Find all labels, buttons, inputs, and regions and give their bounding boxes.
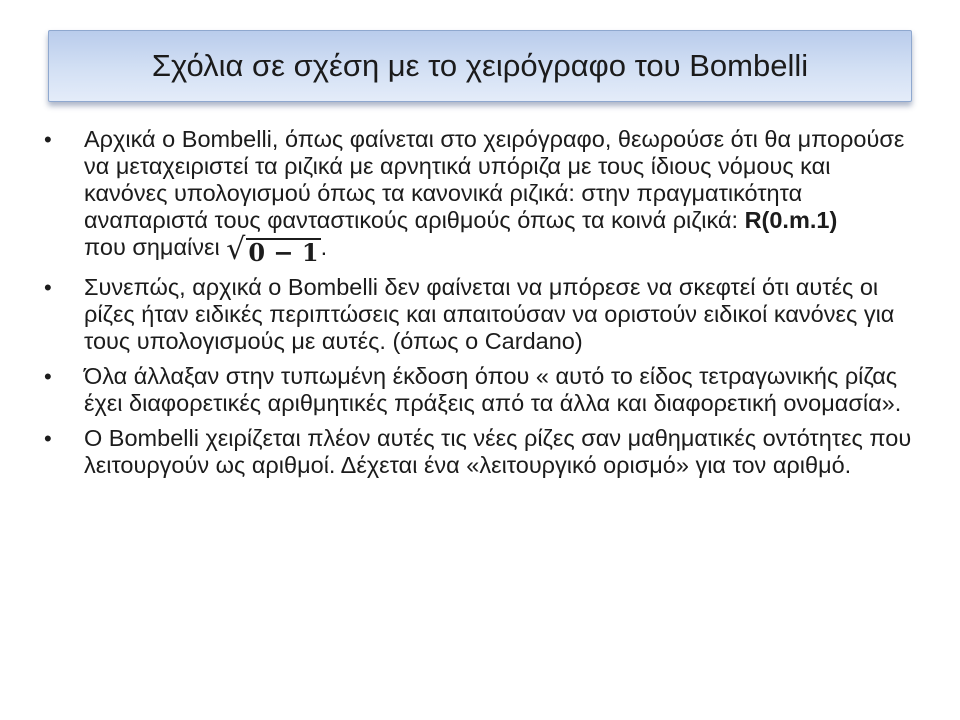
bullet-1-text: Αρχικά ο Bombelli, όπως φαίνεται στο χειρόγραφο, θεωρούσε ότι θα μπορούσε να μεταχειριστεί τα ριζικά με αρνητικά υπόριζα με τους ίδιους νόμους και κανόνες υπολογισμού όπως τα κανονικά ριζικά: στην πραγματικότητα αναπαριστά τους φανταστικούς αριθμούς όπως τα κοινά ριζικά: <box>84 126 905 233</box>
bullet-item-4 <box>40 425 920 479</box>
radical-sign-icon: √ <box>226 232 246 267</box>
bullet-2-text: Συνεπώς, αρχικά ο Bombelli δεν φαίνεται να μπόρεσε να σκεφτεί ότι αυτές οι ρίζες ήταν ειδικές περιπτώσεις και απαιτούσαν να οριστούν ειδικοί κανόνες για τους υπολογισμούς με αυτές. (όπως ο Cardano) <box>84 274 895 354</box>
sqrt-expression <box>226 232 320 267</box>
bullet-item-1 <box>40 126 920 266</box>
title-box <box>48 30 912 102</box>
sqrt-radicand: 𝟎 − 𝟏 <box>248 238 319 267</box>
bullet-list <box>40 126 920 487</box>
bombelli-notation: R(0.m.1) <box>744 207 838 233</box>
slide-title: Σχόλια σε σχέση με το χειρόγραφο του Bombelli <box>151 48 809 83</box>
bullet-item-2 <box>40 274 920 355</box>
bullet-marker: • <box>44 275 52 300</box>
bullet-1-text-end: . <box>320 234 328 260</box>
bullet-item-3 <box>40 363 920 417</box>
bullet-3-text: Όλα άλλαξαν στην τυπωμένη έκδοση όπου « αυτό το είδος τετραγωνικής ρίζας έχει διαφορετικές αριθμητικές πράξεις από τα άλλα και διαφορετική ονομασία». <box>84 363 902 416</box>
bullet-marker: • <box>44 364 52 389</box>
bullet-4-text: O Bombelli χειρίζεται πλέον αυτές τις νέες ρίζες σαν μαθηματικές οντότητες που λειτουργούν ως αριθμοί. Δέχεται ένα «λειτουργικό ορισμό» για τον αριθμό. <box>84 425 912 478</box>
bullet-marker: • <box>44 426 52 451</box>
bullet-1-text-after: που σημαίνει <box>84 234 220 260</box>
bullet-marker: • <box>44 127 52 152</box>
